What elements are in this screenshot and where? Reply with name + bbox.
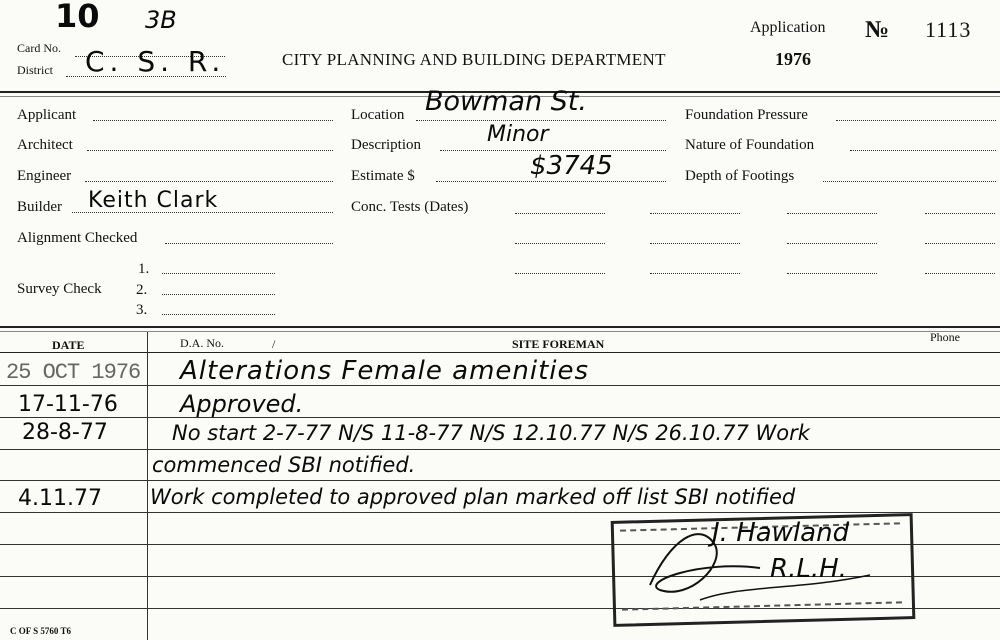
description-label: Description [351,137,421,153]
card-no-value: 10 [55,0,100,35]
da-tick: / [272,337,276,351]
builder-label: Builder [17,199,62,215]
foundation-pressure-label: Foundation Pressure [685,107,808,123]
survey-label: Survey Check [17,281,102,297]
district-value: C. S. R. [85,45,226,78]
phone-header: Phone [930,330,960,344]
depth-label: Depth of Footings [685,168,795,184]
date-header: DATE [52,338,85,352]
district-label: District [17,63,53,77]
location-value: Bowman St. [425,86,587,117]
description-value: Minor [487,122,549,147]
survey-1-label: 1. [138,261,150,277]
da-header: D.A. No. [180,336,224,350]
department-title: CITY PLANNING AND BUILDING DEPARTMENT [282,50,666,69]
alignment-label: Alignment Checked [17,230,138,246]
log-date: 4.11.77 [18,486,102,511]
location-label: Location [351,107,405,123]
foreman-header: SITE FOREMAN [512,337,605,351]
engineer-label: Engineer [17,168,72,184]
survey-2-label: 2. [136,282,148,298]
log-date-stamp: 25 OCT 1976 [6,360,141,385]
application-number: 1113 [925,17,972,42]
architect-label: Architect [17,137,73,153]
applicant-label: Applicant [17,107,77,123]
estimate-label: Estimate $ [351,168,415,184]
log-entry-text: No start 2-7-77 N/S 11-8-77 N/S 12.10.77 N/S 26.10.77 Work [172,421,810,445]
stamp-signature-2: R.L.H. [770,554,847,584]
conc-tests-label: Conc. Tests (Dates) [351,199,469,215]
form-code: C OF S 5760 T6 [10,626,72,636]
number-sign: № [865,17,890,43]
application-label: Application [750,19,826,36]
card-no-extra: 3B [145,6,177,34]
log-entry-text: Approved. [180,390,304,418]
survey-3-label: 3. [136,302,148,318]
estimate-value: $3745 [530,151,613,181]
log-date: 17-11-76 [18,392,118,417]
builder-value: Keith Clark [88,188,219,213]
log-entry-text: commenced SBI notified. [152,453,416,477]
log-date: 28-8-77 [22,420,108,445]
log-entry-text: Work completed to approved plan marked off list SBI notified [150,485,796,509]
log-entry-text: Alterations Female amenities [180,356,590,386]
stamp-signature-1: J. Hawland [712,518,850,548]
application-year: 1976 [775,49,811,69]
card-no-label: Card No. [17,41,61,55]
nature-label: Nature of Foundation [685,137,815,153]
